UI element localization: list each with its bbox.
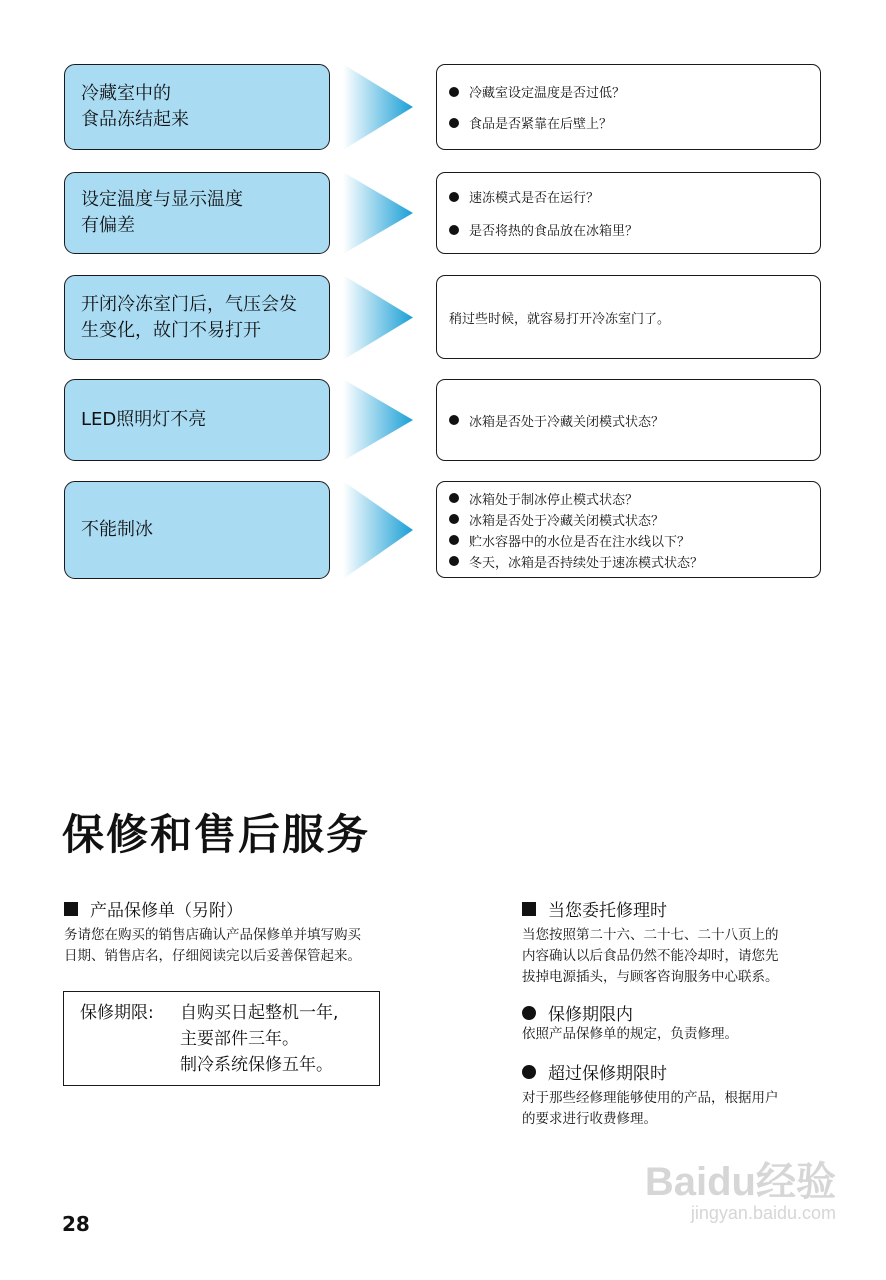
warranty-period-box <box>63 991 380 1086</box>
warranty-card-heading <box>64 896 243 921</box>
problem-text: 设定温度与显示温度 有偏差 <box>81 189 243 236</box>
problem-text: 不能制冰 <box>81 519 153 540</box>
watermark-url: jingyan.baidu.com <box>690 1203 836 1223</box>
warranty-period-label: 保修期限: <box>80 1003 154 1023</box>
list-item <box>449 411 808 430</box>
problem-box <box>64 172 330 254</box>
warranty-period-lines: 自购买日起整机一年, 主要部件三年。 制冷系统保修五年。 <box>180 1003 339 1075</box>
list-item <box>449 489 808 508</box>
list-item <box>449 220 808 239</box>
answer-text: 冷藏室设定温度是否过低？ <box>469 86 626 101</box>
list-item <box>449 531 808 550</box>
answer-text: 是否将热的食品放在冰箱里？ <box>469 224 639 239</box>
section-title: 保修和售后服务 <box>62 810 371 859</box>
bullet-icon <box>449 514 459 524</box>
bullet-icon <box>449 556 459 566</box>
problem-box <box>64 64 330 150</box>
bullet-icon <box>522 1006 536 1020</box>
out-period-heading <box>522 1059 667 1084</box>
arrow-icon <box>343 481 413 579</box>
answer-text: 贮水容器中的水位是否在注水线以下？ <box>469 534 691 550</box>
list-item <box>449 510 808 529</box>
answer-box <box>436 379 821 461</box>
repair-heading <box>522 896 667 921</box>
answer-text: 冬天，冰箱是否持续处于速冻模式状态？ <box>469 555 704 571</box>
answer-box <box>436 275 821 359</box>
repair-text: 当您按照第二十六、二十七、二十八页上的 内容确认以后食品仍然不能冷却时，请您先 拔掉电源插头，与顾客咨询服务中心联系。 <box>522 927 779 985</box>
answer-text: 冰箱处于制冰停止模式状态？ <box>469 492 639 508</box>
arrow-icon <box>343 64 413 150</box>
answer-text: 稍过些时候，就容易打开冷冻室门了。 <box>449 311 671 327</box>
answer-box <box>436 172 821 254</box>
list-item <box>449 308 808 327</box>
list-item <box>449 82 808 101</box>
square-bullet-icon <box>522 902 536 916</box>
watermark-logo: Baidu经验 <box>644 1160 836 1204</box>
bullet-icon <box>449 118 459 128</box>
problem-text: LED照明灯不亮 <box>81 409 207 430</box>
arrow-icon <box>343 172 413 254</box>
in-period-text: 依照产品保修单的规定，负责修理。 <box>522 1026 738 1042</box>
heading-text: 当您委托修理时 <box>548 901 667 921</box>
warranty-card-text: 务请您在购买的销售店确认产品保修单并填写购买 日期、销售店名，仔细阅读完以后妥善保管起来。 <box>64 927 361 964</box>
answer-text: 冰箱是否处于冷藏关闭模式状态？ <box>469 513 665 529</box>
page-number: 28 <box>62 1212 90 1236</box>
watermark <box>645 1150 836 1224</box>
problem-box <box>64 481 330 579</box>
list-item <box>449 113 808 132</box>
bullet-icon <box>449 415 459 425</box>
heading-text: 产品保修单（另附） <box>90 901 243 921</box>
heading-text: 超过保修期限时 <box>548 1064 667 1084</box>
heading-text: 保修期限内 <box>548 1005 633 1025</box>
answer-text: 速冻模式是否在运行？ <box>469 191 600 206</box>
answer-box <box>436 64 821 150</box>
bullet-icon <box>449 192 459 202</box>
problem-box <box>64 379 330 461</box>
bullet-icon <box>449 87 459 97</box>
answer-text: 冰箱是否处于冷藏关闭模式状态？ <box>469 414 665 430</box>
square-bullet-icon <box>64 902 78 916</box>
bullet-icon <box>522 1065 536 1079</box>
list-item <box>449 187 808 206</box>
bullet-icon <box>449 493 459 503</box>
arrow-icon <box>343 275 413 360</box>
answer-box <box>436 481 821 578</box>
bullet-icon <box>449 225 459 235</box>
list-item <box>449 552 808 571</box>
bullet-icon <box>449 535 459 545</box>
in-period-heading <box>522 1000 633 1025</box>
out-period-text: 对于那些经修理能够使用的产品，根据用户 的要求进行收费修理。 <box>522 1090 779 1127</box>
problem-text: 开闭冷冻室门后，气压会发 生变化，故门不易打开 <box>81 293 297 341</box>
arrow-icon <box>343 379 413 461</box>
problem-box <box>64 275 330 360</box>
problem-text: 冷藏室中的 食品冻结起来 <box>81 83 189 130</box>
answer-text: 食品是否紧靠在后壁上？ <box>469 117 613 132</box>
